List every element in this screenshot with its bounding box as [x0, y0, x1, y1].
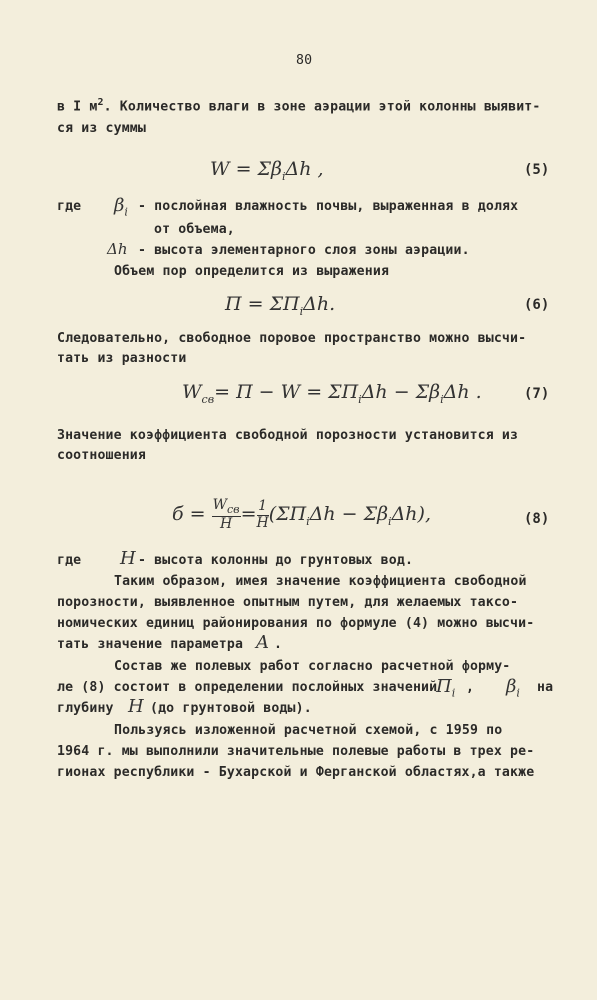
text-line: .: [274, 637, 283, 652]
text-line: соотношения: [57, 448, 146, 463]
symbol-P-i: $П_i$: [436, 676, 456, 700]
text-line: - высота элементарного слоя зоны аэрации.: [138, 243, 470, 258]
text-line: 1964 г. мы выполнили значительные полевые работы в трех ре-: [57, 744, 535, 759]
text-line: порозности, выявленное опытным путем, для желаемых таксо-: [57, 595, 519, 610]
equation-number: (7): [524, 386, 550, 402]
text-line: где: [57, 553, 82, 568]
text-line: Состав же полевых работ согласно расчетной форму-: [114, 659, 511, 674]
text-line: ,: [466, 680, 475, 695]
equation-number: (6): [524, 297, 550, 313]
text-line: тать из разности: [57, 351, 187, 366]
text-line: Пользуясь изложенной расчетной схемой, с 1959 по: [114, 723, 503, 738]
text-line: Следовательно, свободное поровое пространство можно высчи-: [57, 331, 527, 346]
equation-number: (8): [524, 511, 550, 527]
symbol-H: H: [128, 696, 144, 717]
text-line: в I $м^2$. Количество влаги в зоне аэрации этой колонны выявит-: [57, 97, 541, 115]
text-line: - послойная влажность почвы, выраженная в долях: [138, 199, 519, 214]
text-line: Таким образом, имея значение коэффициента свободной: [114, 574, 527, 589]
text-line: на: [537, 680, 554, 695]
equation-5: $W = \Sigma\beta_i\Delta h$ ,: [210, 158, 324, 183]
page-number: 80: [296, 53, 313, 68]
symbol-beta: $\beta_i$: [506, 676, 520, 700]
text-line: гионах республики - Бухарской и Ферганской областях,а также: [57, 765, 535, 780]
text-line: глубину: [57, 701, 114, 716]
text-line: - высота колонны до грунтовых вод.: [138, 553, 414, 568]
text-line: Значение коэффициента свободной порозности установится из: [57, 428, 519, 443]
equation-7: $W_{св}= П - W = \Sigma П_i\Delta h - \Sigma\beta_i\Delta h$ .: [182, 381, 482, 406]
equation-6: $П = \Sigma П_i\Delta h$.: [225, 293, 336, 318]
symbol-beta: $\beta_i$: [114, 195, 128, 219]
fraction: $\frac{W_{св}}{H}$: [212, 497, 240, 532]
symbol-A: A: [256, 632, 269, 653]
text-line: номических единиц районирования по формуле (4) можно высчи-: [57, 616, 535, 631]
text-line: от объема,: [154, 222, 235, 237]
equation-number: (5): [524, 162, 550, 178]
symbol-H: H: [120, 548, 136, 569]
text-line: ле (8) состоит в определении послойных значений: [57, 680, 438, 695]
fraction: $\frac{1}{H}$: [256, 498, 269, 531]
text-line: Объем пор определится из выражения: [114, 264, 390, 279]
text-line: ся из суммы: [57, 121, 146, 136]
text-line: где: [57, 199, 82, 214]
text-line: (до грунтовой воды).: [150, 701, 312, 716]
symbol-delta-h: Δh: [107, 240, 128, 258]
equation-8: б = $\frac{W_{св}}{H}$ = $\frac{1}{H}$ $(\Sigma П_i\Delta h - \Sigma\beta_i\Delta h)$,: [172, 497, 431, 532]
text-line: тать значение параметра: [57, 637, 244, 652]
